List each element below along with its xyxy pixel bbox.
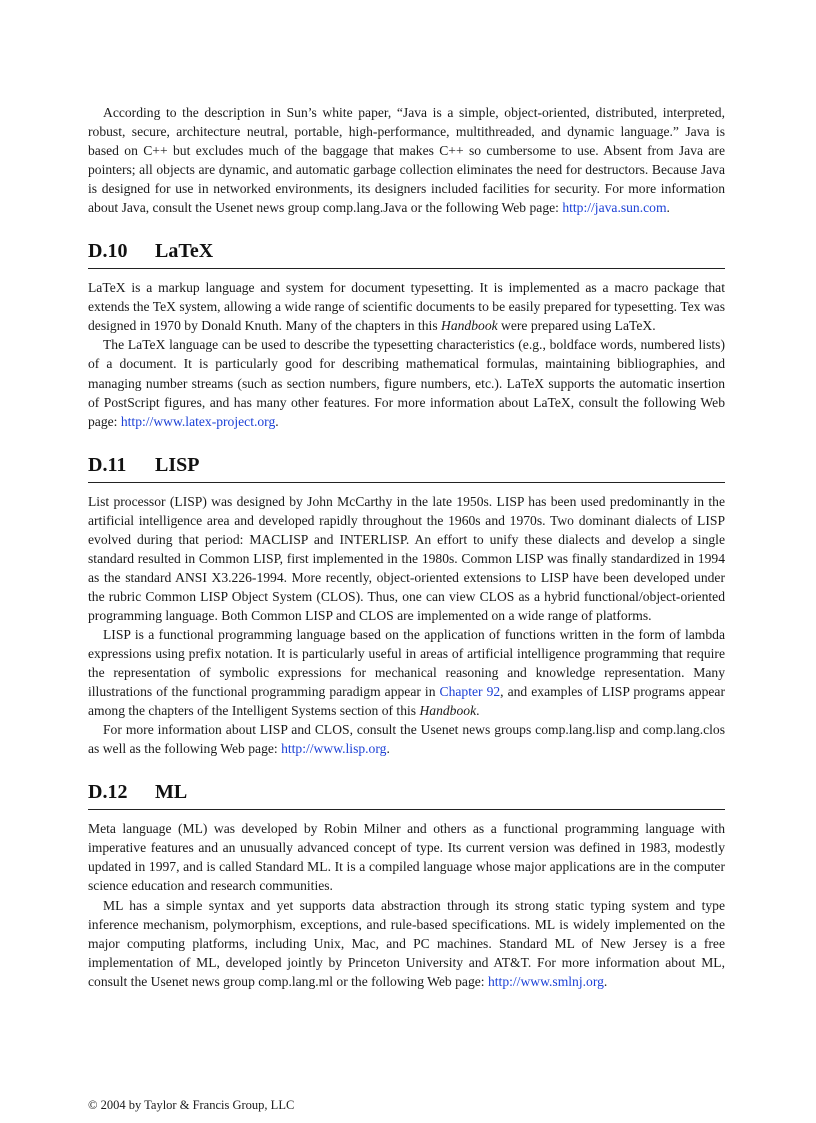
section-title: LISP — [155, 453, 200, 476]
section-number: D.11 — [88, 453, 127, 476]
section-heading — [88, 780, 725, 810]
ml-paragraph-1: Meta language (ML) was developed by Robin Milner and others as a functional programming language with imperative features and an unusually advanced concept of type. Its current version was defined in 1983, modestly updated in 1997, and is called Standard ML. It is a compiled language whose major applications are in the computer science education and research communities. — [88, 821, 725, 894]
section-title: LaTeX — [155, 240, 214, 263]
lisp-paragraph-2: LISP is a functional programming language based on the application of functions written in the form of lambda expressions using prefix notation. It is particularly useful in areas of artificial intelligence programming that require the representation of symbolic expressions for mechanical reasoning and knowledge representation. Many illustrations of the functional programming paradigm appear in Chapter 92, and examples of LISP programs appear among the chapters of the Intelligent Systems section of this Handbook. — [88, 626, 725, 719]
page-body — [88, 103, 725, 991]
section-heading — [88, 239, 725, 269]
lisp-link[interactable]: http://www.lisp.org — [281, 741, 387, 757]
section-number: D.10 — [88, 240, 128, 263]
section-lisp — [88, 453, 725, 759]
copyright-footer: © 2004 by Taylor & Francis Group, LLC — [88, 1098, 295, 1112]
section-title: ML — [155, 781, 188, 804]
lisp-paragraph-1: List processor (LISP) was designed by John McCarthy in the late 1950s. LISP has been used predominantly in the artificial intelligence area and developed rapidly throughout the 1960s and 1970s. Two dominant dialects of LISP evolved during that period: MACLISP and INTERLISP. An effort to unify these dialects and develop a single standard resulted in Common LISP, first implemented in the 1980s. Common LISP was finally standardized in 1994 as the standard ANSI X3.226-1994. More recently, object-oriented extensions to LISP have been developed under the rubric Common LISP Object System (CLOS). Thus, one can view CLOS as a hybrid functional/object-oriented programming language. Both Common LISP and CLOS are implemented on a wide range of platforms. — [88, 493, 725, 623]
latex-paragraph-1: LaTeX is a markup language and system for document typesetting. It is implemented as a macro package that extends the TeX system, allowing a wide range of scientific documents to be easily prepared for typesetting. Tex was designed in 1970 by Donald Knuth. Many of the chapters in this Handbook were prepared using LaTeX. — [88, 280, 725, 334]
java-link[interactable]: http://java.sun.com — [562, 200, 667, 216]
latex-link[interactable]: http://www.latex-project.org — [120, 413, 276, 429]
java-paragraph: According to the description in Sun’s white paper, “Java is a simple, object-oriented, distributed, interpreted, robust, secure, architecture neutral, portable, high-performance, multithreaded, and dynamic language.” Java is based on C++ but excludes much of the baggage that makes C++ so cumbersome to use. Absent from Java are pointers; all objects are dynamic, and automatic garbage collection eliminates the need for destructors. Because Java is designed for use in networked environments, its designers included facilities for security. For more information about Java, consult the Usenet news group comp.lang.Java or the following Web page: http://java.sun.com. — [88, 105, 725, 216]
section-number: D.12 — [88, 781, 128, 804]
java-paragraph-text: According to the description in Sun’s white paper, “Java is a simple, object-oriented, distributed, interpreted, robust, secure, architecture neutral, portable, high-performance, multithreaded, and dynamic language.” Java is based on C++ but excludes much of the baggage that makes C++ so cumbersome to use. Absent from Java are pointers; all objects are dynamic, and automatic garbage collection eliminates the need for destructors. Because Java is designed for use in networked environments, its designers included facilities for security. For more information about Java, consult the Usenet news group comp.lang.Java or the following Web page: — [88, 105, 725, 216]
section-heading — [88, 453, 725, 483]
latex-paragraph-2: The LaTeX language can be used to describe the typesetting characteristics (e.g., boldface words, numbered lists) of a document. It is particularly good for describing mathematical formulas, maintaining bibliographies, and managing number streams (such as section numbers, figure numbers, etc.). LaTeX supports the automatic insertion of PostScript figures, and has many other features. For more information about LaTeX, consult the following Web page: http://www.latex-project.org. — [88, 337, 725, 429]
section-latex — [88, 239, 725, 430]
chapter-92-link[interactable]: Chapter 92 — [439, 684, 501, 700]
section-ml — [88, 780, 725, 990]
ml-paragraph-2: ML has a simple syntax and yet supports data abstraction through its strong static typing system and type inference mechanism, polymorphism, exceptions, and rule-based specifications. ML is widely implemented on the major computing platforms, including Unix, Mac, and PC machines. Standard ML of New Jersey is a free implementation of ML, developed jointly by Princeton University and AT&T. For more information about ML, consult the Usenet news group comp.lang.ml or the following Web page: http://www.smlnj.org. — [88, 897, 725, 989]
smlnj-link[interactable]: http://www.smlnj.org — [487, 973, 604, 989]
lisp-paragraph-3: For more information about LISP and CLOS, consult the Usenet news groups comp.lang.lisp and comp.lang.clos as well as the following Web page: http://www.lisp.org. — [88, 722, 725, 757]
